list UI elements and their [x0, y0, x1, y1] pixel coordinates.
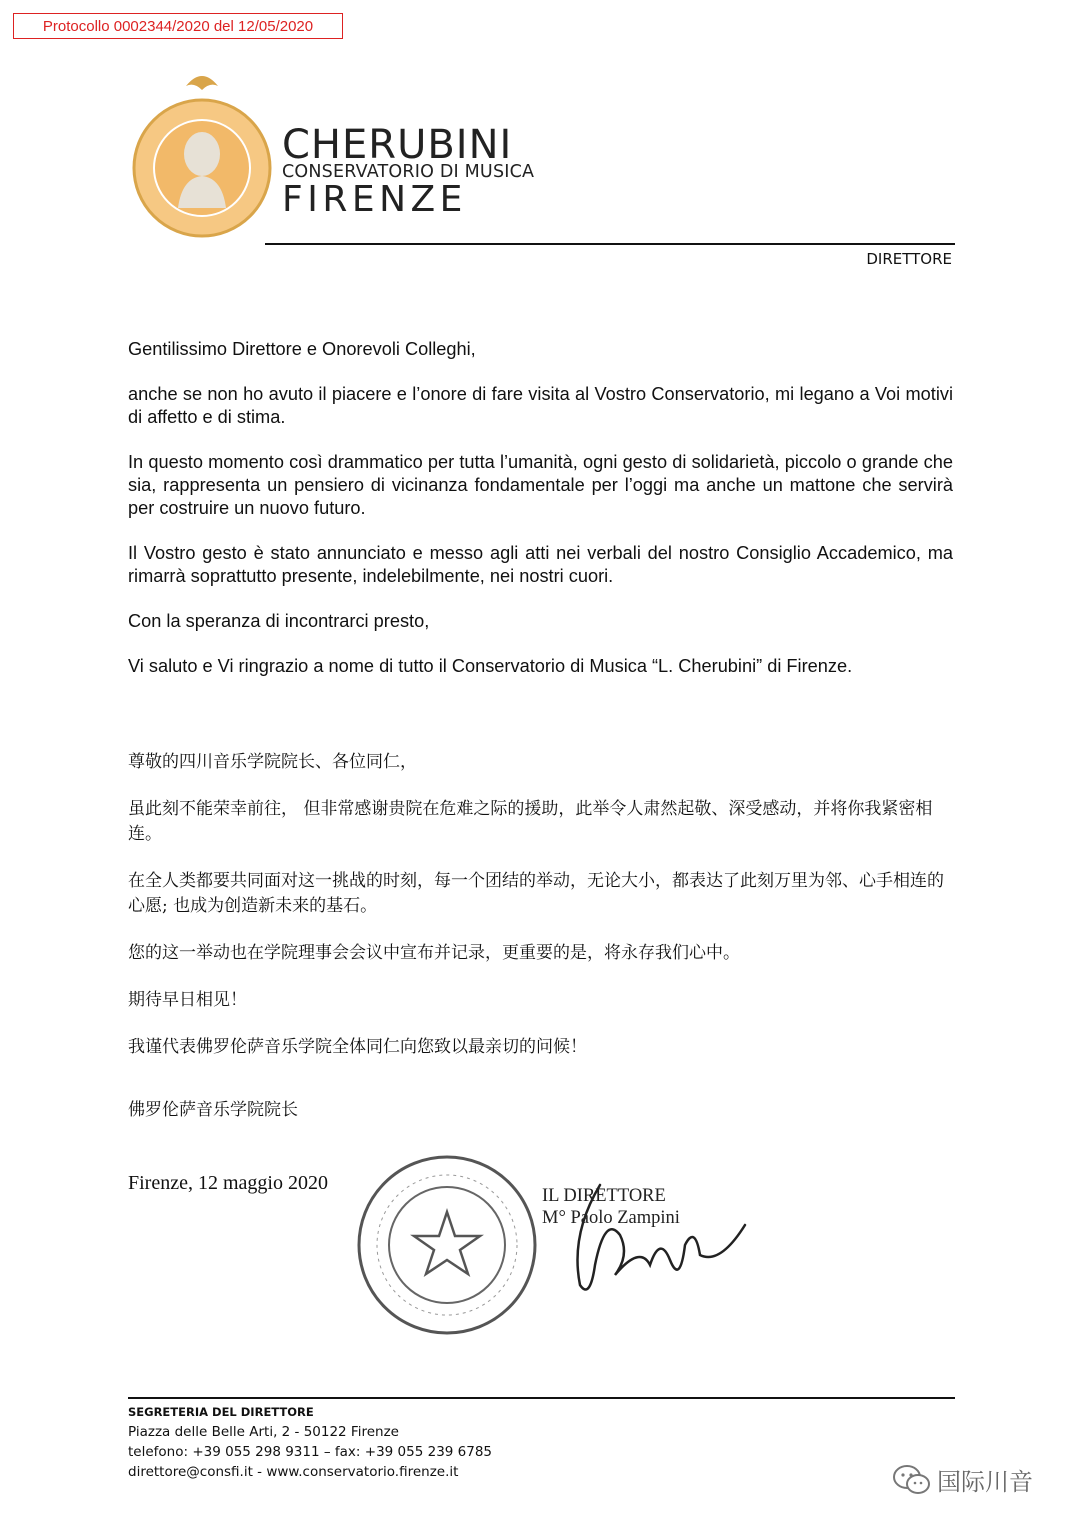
- footer-heading: SEGRETERIA DEL DIRETTORE: [128, 1405, 314, 1419]
- chinese-paragraph: 我谨代表佛罗伦萨音乐学院全体同仁向您致以最亲切的问候！: [128, 1037, 587, 1057]
- chinese-paragraph: 虽此刻不能荣幸前往， 但非常感谢贵院在危难之际的援助，此举令人肃然起敬、深受感动，并将你我紧密相连。: [128, 799, 933, 844]
- chinese-signature-line: 佛罗伦萨音乐学院院长: [128, 1100, 298, 1120]
- footer-contact: direttore@consfi.it - www.conservatorio.firenze.it: [128, 1464, 459, 1480]
- chinese-salutation: 尊敬的四川音乐学院院长、各位同仁，: [128, 752, 417, 772]
- italian-paragraph: Con la speranza di incontrarci presto,: [128, 611, 430, 631]
- footer-address: Piazza delle Belle Arti, 2 - 50122 Firenze: [128, 1424, 399, 1440]
- italian-paragraph: In questo momento così drammatico per tutta l’umanità, ogni gesto di solidarietà, piccolo o grande che sia, rappresenta un pensiero di vicinanza fondamentale per l’oggi ma anche un mattone che servirà per costruire un nuovo futuro.: [128, 452, 953, 518]
- brand-name: CHERUBINI: [282, 122, 513, 168]
- italian-letter: [128, 338, 953, 700]
- place-date: Firenze, 12 maggio 2020: [128, 1172, 328, 1194]
- chinese-letter: [128, 750, 953, 1145]
- watermark: [893, 1462, 1033, 1497]
- chinese-paragraph: 您的这一举动也在学院理事会会议中宣布并记录，更重要的是，将永存我们心中。: [128, 943, 740, 963]
- italian-paragraph: anche se non ho avuto il piacere e l’onore di fare visita al Vostro Conservatorio, mi legano a Voi motivi di affetto e di stima.: [128, 384, 953, 427]
- brand-wordmark: [282, 122, 535, 220]
- brand-subtitle: CONSERVATORIO DI MUSICA: [282, 162, 535, 182]
- header-divider: [265, 243, 955, 245]
- header-role: DIRETTORE: [866, 250, 952, 268]
- wechat-icon: [893, 1464, 931, 1496]
- footer-divider: [128, 1397, 955, 1399]
- italian-paragraph: Vi saluto e Vi ringrazio a nome di tutto il Conservatorio di Musica “L. Cherubini” di Firenze.: [128, 656, 853, 676]
- footer-phone: telefono: +39 055 298 9311 – fax: +39 055 239 6785: [128, 1444, 493, 1460]
- brand-city: FIRENZE: [282, 179, 467, 220]
- conservatory-seal-logo: [130, 68, 274, 240]
- official-stamp: [352, 1150, 542, 1340]
- chinese-paragraph: 期待早日相见！: [128, 990, 247, 1010]
- handwritten-signature: [560, 1175, 760, 1305]
- italian-paragraph: Il Vostro gesto è stato annunciato e messo agli atti nei verbali del nostro Consiglio Accademico, ma rimarrà soprattutto presente, indelebilmente, nei nostri cuori.: [128, 543, 953, 586]
- watermark-text: 国际川音: [937, 1468, 1033, 1496]
- chinese-paragraph: 在全人类都要共同面对这一挑战的时刻，每一个团结的举动，无论大小，都表达了此刻万里为邻、心手相连的心愿; 也成为创造新未来的基石。: [128, 871, 944, 916]
- signatory-title: IL DIRETTORE: [542, 1186, 666, 1206]
- protocol-stamp: Protocollo 0002344/2020 del 12/05/2020: [13, 13, 343, 39]
- footer: [128, 1402, 492, 1482]
- signatory-name: M° Paolo Zampini: [542, 1208, 680, 1228]
- italian-salutation: Gentilissimo Direttore e Onorevoli Colleghi,: [128, 339, 476, 359]
